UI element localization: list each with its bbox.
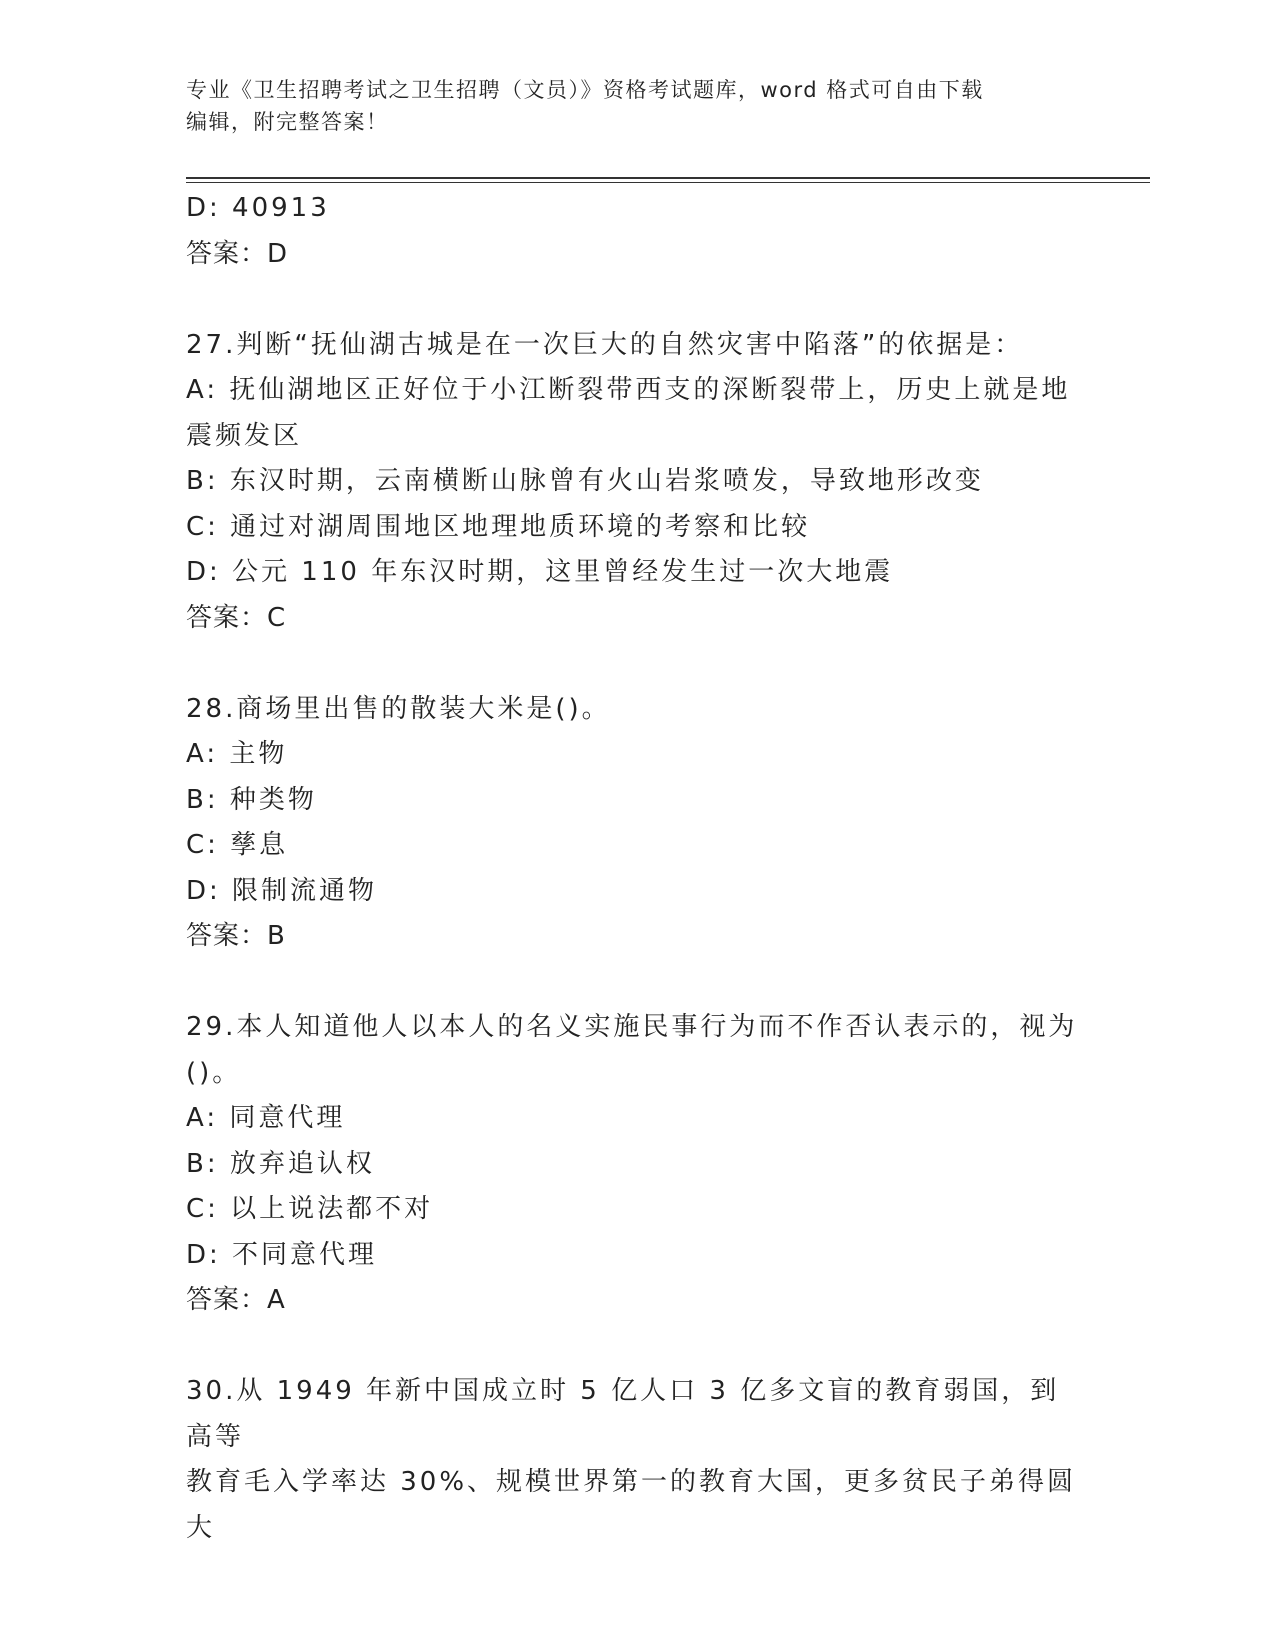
answer: 答案：C <box>186 602 287 633</box>
spacer <box>186 1324 1086 1370</box>
header-divider-thin <box>186 182 1150 183</box>
question-stem: 27.判断“抚仙湖古城是在一次巨大的自然灾害中陷落”的依据是： <box>186 329 1024 360</box>
question-content <box>186 186 1086 1551</box>
spacer <box>186 641 1086 687</box>
option-d: D: 不同意代理 <box>186 1239 378 1270</box>
header-line-1: 专业《卫生招聘考试之卫生招聘（文员）》资格考试题库，word 格式可自由下载 <box>186 78 984 102</box>
option-a-continued: 震频发区 <box>186 420 303 451</box>
option-d: D: 限制流通物 <box>186 875 378 906</box>
answer: 答案：B <box>186 921 286 951</box>
option-b: B: 东汉时期，云南横断山脉曾有火山岩浆喷发，导致地形改变 <box>186 466 984 496</box>
question-stem: 29.本人知道他人以本人的名义实施民事行为而不作否认表示的，视为 <box>186 1012 1078 1042</box>
question-30 <box>186 1369 1086 1551</box>
carryover-answer: 答案：D <box>186 238 289 269</box>
question-28 <box>186 687 1086 960</box>
answer: 答案：A <box>186 1285 286 1315</box>
question-27 <box>186 323 1086 642</box>
carryover-option-d: D: 40913 <box>186 193 330 223</box>
spacer <box>186 960 1086 1006</box>
header-line-2: 编辑，附完整答案！ <box>186 110 389 134</box>
option-a: A: 抚仙湖地区正好位于小江断裂带西支的深断裂带上，历史上就是地 <box>186 375 1071 405</box>
question-stem: 28.商场里出售的散装大米是()。 <box>186 693 611 724</box>
question-stem: 30.从 1949 年新中国成立时 5 亿人口 3 亿多文盲的教育弱国，到高等 <box>186 1376 1060 1452</box>
option-a: A: 同意代理 <box>186 1103 346 1133</box>
question-stem-continued: ()。 <box>186 1057 242 1088</box>
page-header <box>186 74 1086 138</box>
option-a: A: 主物 <box>186 739 288 769</box>
option-b: B: 放弃追认权 <box>186 1148 375 1179</box>
question-29 <box>186 1005 1086 1324</box>
option-c: C: 孳息 <box>186 830 289 860</box>
spacer <box>186 277 1086 323</box>
option-d: D: 公元 110 年东汉时期，这里曾经发生过一次大地震 <box>186 557 894 587</box>
option-c: C: 通过对湖周围地区地理地质环境的考察和比较 <box>186 511 811 542</box>
option-c: C: 以上说法都不对 <box>186 1194 434 1224</box>
question-stem-continued: 教育毛入学率达 30%、规模世界第一的教育大国，更多贫民子弟得圆大 <box>186 1467 1077 1543</box>
header-divider-thick <box>186 177 1150 179</box>
option-b: B: 种类物 <box>186 784 317 815</box>
